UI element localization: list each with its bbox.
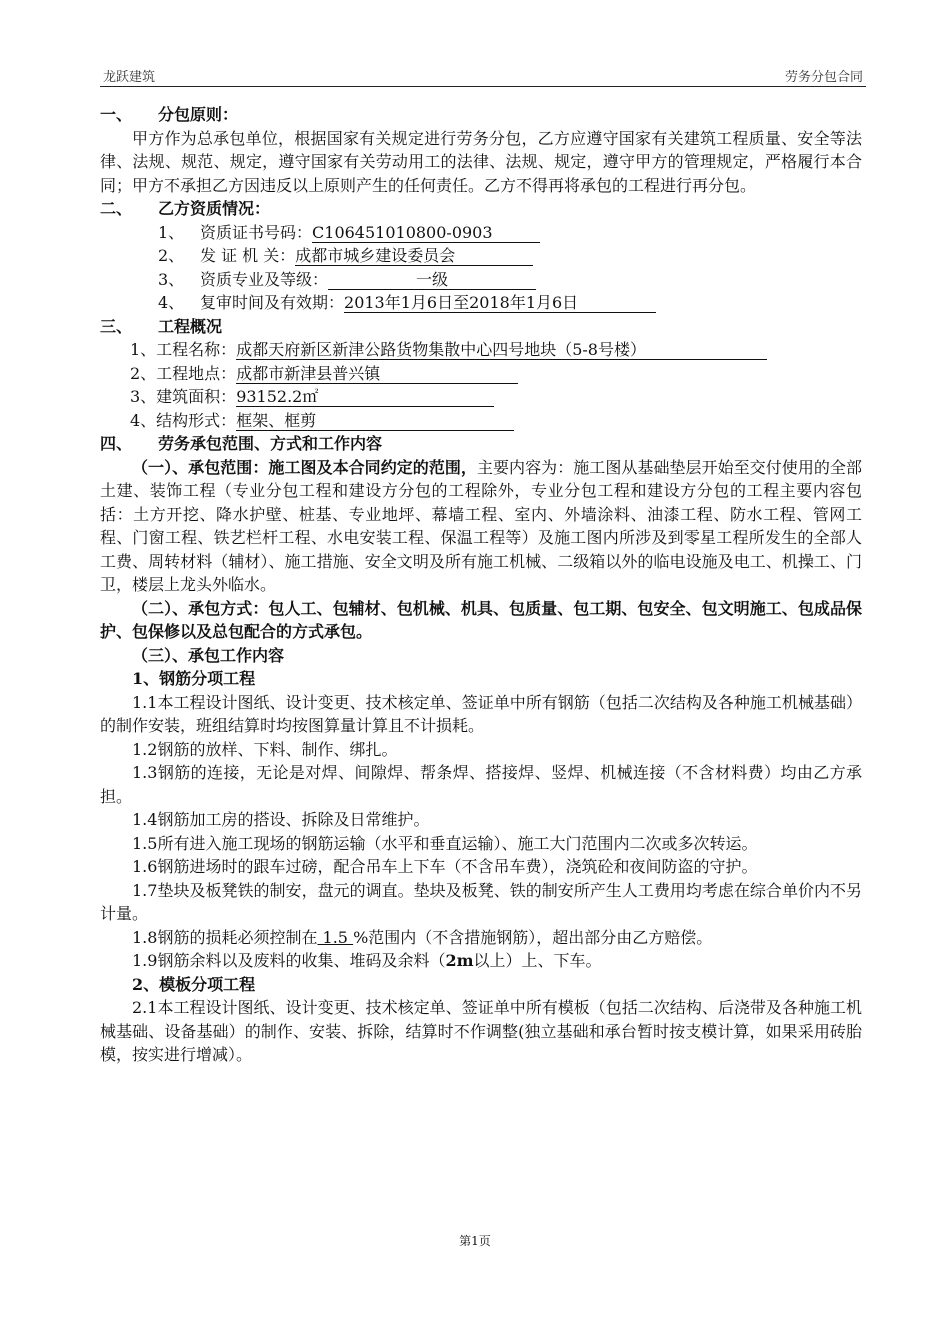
qualification-item-1 xyxy=(100,221,862,245)
validity-period-value: 2013年1月6日至2018年1月6日 xyxy=(344,293,656,313)
qualification-item-2 xyxy=(100,244,862,268)
rebar-clause-1-5: 1.5所有进入施工现场的钢筋运输（水平和垂直运输）、施工大门范围内二次或多次转运。 xyxy=(132,833,758,853)
item-number: 2、 xyxy=(158,246,185,265)
project-location-row xyxy=(100,362,862,386)
section-title: 工程概况 xyxy=(158,316,223,336)
clause-text: 1.8钢筋的损耗必须控制在 xyxy=(132,927,318,947)
project-location-value: 成都市新津县普兴镇 xyxy=(236,364,518,384)
item-label: 资质证书号码： xyxy=(200,222,313,242)
page-number: 第1页 xyxy=(459,1234,491,1248)
rebar-clause-1-3: 1.3钢筋的连接，无论是对焊、间隙焊、帮条焊、搭接焊、竖焊、机械连接（不含材料费）均由乙方承担。 xyxy=(100,763,862,806)
rebar-clause-1-8 xyxy=(100,926,862,950)
item-number: 1、 xyxy=(158,222,185,242)
formwork-subsection-heading: 2、模板分项工程 xyxy=(132,974,256,994)
structure-type-value: 框架、框剪 xyxy=(236,411,514,431)
item-number: 3、 xyxy=(158,269,185,289)
formwork-clause-2-1: 2.1本工程设计图纸、设计变更、技术核定单、签证单中所有模板（包括二次结构、后浇带及各种施工机械基础、设备基础）的制作、安装、拆除，结算时不作调整(独立基础和承台暂时按支模计算，如果采用砖胎模，按实进行增减）。 xyxy=(100,998,862,1064)
section-1-heading xyxy=(100,103,862,127)
item-label: 3、建筑面积： xyxy=(130,387,237,406)
scope-lead: （一）、承包范围：施工图及本合同约定的范围， xyxy=(132,457,477,477)
section-title: 乙方资质情况： xyxy=(158,199,271,218)
rebar-subsection-heading: 1、钢筋分项工程 xyxy=(132,669,256,688)
issuing-authority-value: 成都市城乡建设委员会 xyxy=(295,246,533,266)
clause-text: %范围内（不含措施钢筋），超出部分由乙方赔偿。 xyxy=(353,927,713,947)
rebar-clause-1-1: 1.1本工程设计图纸、设计变更、技术核定单、签证单中所有钢筋（包括二次结构及各种施工机械基础）的制作安装，班组结算时均按图算量计算且不计损耗。 xyxy=(100,692,862,735)
work-content-heading: （三）、承包工作内容 xyxy=(132,645,285,665)
rebar-clause-1-6: 1.6钢筋进场时的跟车过磅，配合吊车上下车（不含吊车费），浇筑砼和夜间防盗的守护。 xyxy=(132,857,758,876)
scope-paragraph xyxy=(100,456,862,597)
item-label: 2、工程地点： xyxy=(130,363,237,383)
loss-rate-value: 1.5 xyxy=(317,927,354,947)
section-number: 四、 xyxy=(100,434,133,453)
contract-mode-paragraph: （二）、承包方式：包人工、包辅材、包机械、机具、包质量、包工期、包安全、包文明施工、包成品保护、包保修以及总包配合的方式承包。 xyxy=(100,598,862,641)
structure-type-row xyxy=(100,409,862,433)
rebar-clause-1-7: 1.7垫块及板凳铁的制安，盘元的调直。垫块及板凳、铁的制安所产生人工费用均考虑在综合单价内不另计量。 xyxy=(100,880,862,923)
building-area-row xyxy=(100,385,862,409)
section-number: 三、 xyxy=(100,316,133,336)
qualification-grade-value: 一级 xyxy=(328,270,536,290)
section-number: 二、 xyxy=(100,199,133,218)
scope-body: 主要内容为：施工图从基础垫层开始至交付使用的全部土建、装饰工程（专业分包工程和建设方分包的工程除外，专业分包工程和建设方分包的工程主要内容包括：土方开挖、降水护壁、桩基、专业地坪、幕墙工程、室内、外墙涂料、油漆工程、防水工程、管网工程、门窗工程、铁艺栏杆工程、水电安装工程、保温工程等）及施工图内所涉及到零星工程所发生的全部人工费、周转材料（辅材）、施工措施、安全文明及所有施工机械、二级箱以外的临电设施及电工、机操工、门卫，楼层上龙头外临水。 xyxy=(100,457,862,594)
item-label: 资质专业及等级： xyxy=(200,269,329,289)
item-label: 发 证 机 关： xyxy=(200,246,296,265)
qualification-item-4 xyxy=(100,291,862,315)
section-2-heading xyxy=(100,197,862,221)
length-value: 2m xyxy=(445,951,474,970)
header-right-title: 劳务分包合同 xyxy=(784,70,863,85)
item-label: 4、结构形式： xyxy=(130,410,237,430)
section-number: 一、 xyxy=(100,105,133,124)
project-name-row xyxy=(100,338,862,362)
rebar-clause-1-4: 1.4钢筋加工房的搭设、拆除及日常维护。 xyxy=(132,810,430,829)
clause-text: 1.9钢筋余料以及废料的收集、堆码及余料（ xyxy=(132,951,446,970)
section-4-heading xyxy=(100,432,862,456)
document-body xyxy=(100,103,862,1067)
section-title: 分包原则： xyxy=(158,105,239,124)
section-title: 劳务承包范围、方式和工作内容 xyxy=(158,434,383,453)
clause-text: 以上）上、下车。 xyxy=(473,951,602,970)
item-label: 复审时间及有效期： xyxy=(200,293,345,312)
building-area-value: 93152.2㎡ xyxy=(236,387,494,407)
project-name-value: 成都天府新区新津公路货物集散中心四号地块（5-8号楼） xyxy=(236,340,767,360)
rebar-clause-1-9 xyxy=(100,949,862,973)
certificate-number-value: C106451010800-0903 xyxy=(312,223,540,243)
header-divider xyxy=(100,86,866,87)
item-number: 4、 xyxy=(158,293,185,312)
rebar-clause-1-2: 1.2钢筋的放样、下料、制作、绑扎。 xyxy=(132,739,398,759)
header-left-company: 龙跃建筑 xyxy=(103,70,156,85)
section-1-body: 甲方作为总承包单位，根据国家有关规定进行劳务分包，乙方应遵守国家有关建筑工程质量、安全等法律、法规、规范、规定，遵守国家有关劳动用工的法律、法规、规定，遵守甲方的管理规定，严格履行本合同；甲方不承担乙方因违反以上原则产生的任何责任。乙方不得再将承包的工程进行再分包。 xyxy=(100,128,862,195)
qualification-item-3 xyxy=(100,268,862,292)
item-label: 1、工程名称： xyxy=(130,340,237,359)
section-3-heading xyxy=(100,315,862,339)
